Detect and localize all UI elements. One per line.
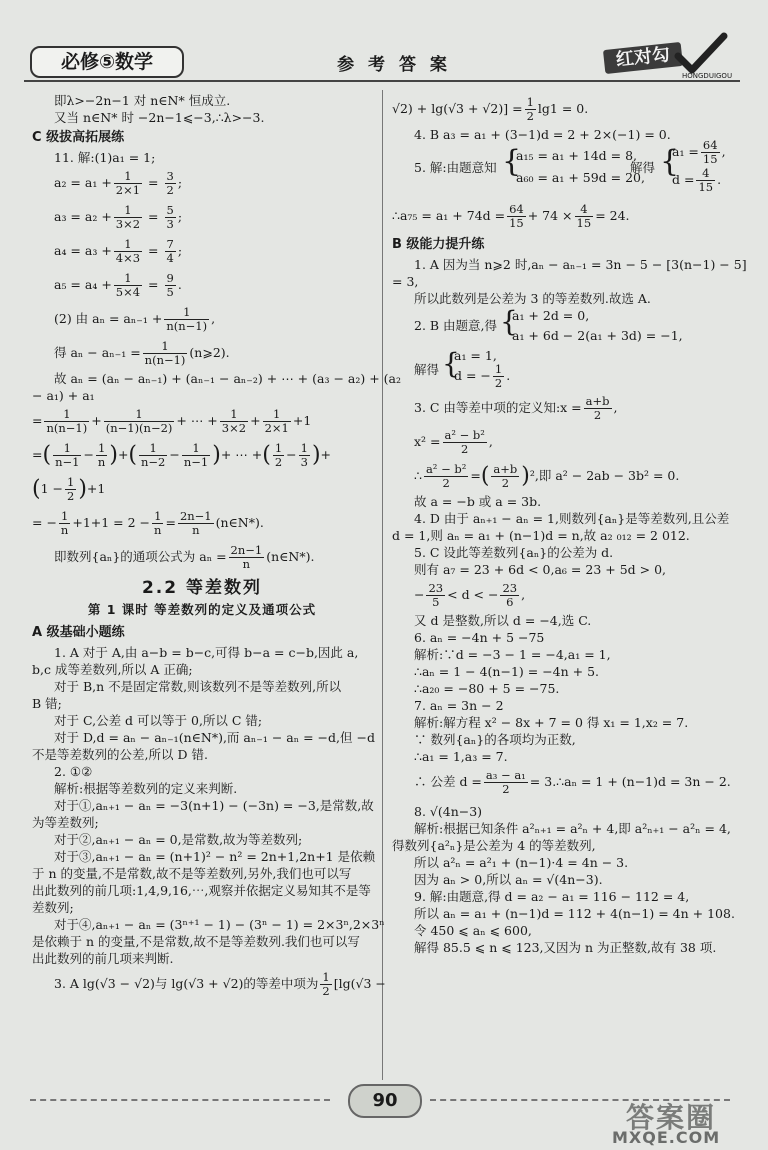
left-column [32, 92, 401, 1001]
text-line: 对于③,aₙ₊₁ − aₙ = (n+1)² − n² = 2n+1,2n+1 是依赖 [54, 849, 376, 864]
text-line: 出此数列的前几项:1,4,9,16,⋯,观察并依据定义易知其不是等 [32, 883, 371, 898]
text-line: 解析:解方程 x² − 8x + 7 = 0 得 x₁ = 1,x₂ = 7. [414, 715, 689, 730]
page-number: 90 [348, 1084, 422, 1118]
formula-line: a₃ = a₂ + $\frac{1}{3\times 2}$ = $\frac{5}{3}$ ; [54, 203, 183, 231]
formula-line: 3. C 由等差中项的定义知:x = $\frac{a+b}{2}$ , [414, 394, 618, 422]
text-line: 解析:根据已知条件 a²ₙ₊₁ = a²ₙ + 4,即 a²ₙ₊₁ − a²ₙ = 4, [414, 821, 731, 836]
text-line: 所以 aₙ = a₁ + (n−1)d = 112 + 4(n−1) = 4n + 108. [414, 906, 735, 921]
text-line: b,c 成等差数列,所以 A 正确; [32, 662, 193, 677]
text-line: 对于 D,d = aₙ − aₙ₋₁(n∈N*),而 aₙ₋₁ − aₙ = −d,但 −d [54, 730, 375, 745]
formula-line: (1 − $\frac{1}{2}$ )+1 [32, 475, 106, 503]
text-line: 解析:∵d = −3 − 1 = −4,a₁ = 1, [414, 647, 611, 662]
watermark-line1: 答案圈 [626, 1101, 717, 1134]
checkmark-icon [674, 32, 728, 76]
text-line: 6. aₙ = −4n + 5 −75 [414, 630, 545, 645]
section-heading-c: C 级拔高拓展练 [32, 130, 125, 145]
text-line: B 错; [32, 696, 62, 711]
text-line: 5. C 设此等差数列{aₙ}的公差为 d. [414, 545, 614, 560]
text-line: 出此数列的前几项来判断. [32, 951, 174, 966]
text-line: 1. A 因为当 n⩾2 时,aₙ − aₙ₋₁ = 3n − 5 − [3(n−1) − 5] [414, 257, 747, 272]
text-line: 9. 解:由题意,得 d = a₂ − a₁ = 116 − 112 = 4, [414, 889, 690, 904]
formula-line: 得 aₙ − aₙ₋₁ = $\frac{1}{n(n-1)}$ (n⩾2). [54, 339, 230, 367]
text-line: ∴a₂₀ = −80 + 5 = −75. [414, 681, 560, 696]
formula-line: a₄ = a₃ + $\frac{1}{4\times 3}$ = $\frac{7}{4}$ ; [54, 237, 183, 265]
text-line: − a₁) + a₁ [32, 388, 95, 403]
formula-line: − $\frac{23}{5}$ < d < − $\frac{23}{6}$ , [414, 581, 526, 609]
text-line: 解得 85.5 ⩽ n ⩽ 123,又因为 n 为正整数,故有 38 项. [414, 940, 717, 955]
text-line: 是依赖于 n 的变量,不是常数,故不是等差数列.我们也可以写 [32, 934, 360, 949]
text-line: 1. A 对于 A,由 a−b = b−c,可得 b−a = c−b,因此 a, [54, 645, 359, 660]
text-line: 于 n 的变量,不是常数,故不是等差数列,另外,我们也可以写 [32, 866, 352, 881]
text-line: 4. D 由于 aₙ₊₁ − aₙ = 1,则数列{aₙ}是等差数列,且公差 [414, 511, 730, 526]
system-line: 5. 解:由题意知 { a₁₅ = a₁ + 14d = 8, a₆₀ = a₁ + 59d = 20, 解得 { a₁ = $\frac{64}{15}$ , d = $\frac{4}{15}$ . [414, 138, 726, 194]
watermark-line2: MXQE.COM [612, 1128, 721, 1147]
footer-dash-left [30, 1099, 330, 1101]
formula-line: a₅ = a₄ + $\frac{1}{5\times 4}$ = $\frac{9}{5}$ . [54, 271, 182, 299]
text-line: 故 a = −b 或 a = 3b. [414, 494, 542, 509]
lesson-title: 第 1 课时 等差数列的定义及通项公式 [87, 602, 317, 617]
text-line: 又当 n∈N* 时 −2n−1⩽−3,∴λ>−3. [54, 110, 265, 125]
right-column [392, 92, 747, 956]
formula-line: ∴ $\frac{\text{a² − b²}}{2}$ =( $\frac{a+b}{2}$ )²,即 a² − 2ab − 3b² = 0. [414, 462, 680, 490]
text-line: ∵ 数列{aₙ}的各项均为正数, [414, 732, 576, 747]
formula-line: ∴ 公差 d = $\frac{\text{a₃ − a₁}}{2}$ = 3.∴aₙ = 1 + (n−1)d = 3n − 2. [414, 768, 731, 796]
text-line: 8. √(4n−3) [414, 804, 483, 819]
book-label: 必修⑤数学 [30, 46, 184, 78]
formula-line: a₂ = a₁ + $\frac{1}{2\times 1}$ = $\frac{3}{2}$ ; [54, 169, 183, 197]
formula-line: =( $\frac{1}{n-1}$ − $\frac{1}{n}$ )+( $\frac{1}{n-2}$ − $\frac{1}{n-1}$ )+ ⋯ +( $\frac{1}{2}$ − $\frac{1}{3}$ )+ [32, 441, 332, 469]
formula-line: ∴a₇₅ = a₁ + 74d = $\frac{64}{15}$ + 74 × $\frac{4}{15}$ = 24. [392, 202, 630, 230]
text-line: ∴a₁ = 1,a₃ = 7. [414, 749, 508, 764]
text-line: = 3, [392, 274, 419, 289]
system-line: 2. B 由题意,得 { a₁ + 2d = 0, a₁ + 6d − 2(a₁ + 3d) = −1, [414, 305, 683, 343]
text-line: 对于①,aₙ₊₁ − aₙ = −3(n+1) − (−3n) = −3,是常数,故 [54, 798, 374, 813]
brand-sub: HONGDUIGOU [682, 72, 733, 80]
brand-text: 红对勾 [603, 42, 683, 74]
text-line: 4. B a₃ = a₁ + (3−1)d = 2 + 2×(−1) = 0. [414, 127, 671, 142]
text-line: 得数列{a²ₙ}是公差为 4 的等差数列, [392, 838, 596, 853]
watermark [606, 1098, 766, 1150]
text-line: 所以 a²ₙ = a²₁ + (n−1)·4 = 4n − 3. [414, 855, 629, 870]
section-heading-b: B 级能力提升练 [392, 237, 485, 252]
text-line: 对于④,aₙ₊₁ − aₙ = (3ⁿ⁺¹ − 1) − (3ⁿ − 1) = 2×3ⁿ,2×3ⁿ [54, 917, 385, 932]
formula-line: 3. A lg(√3 − √2)与 lg(√3 + √2)的等差中项为 $\frac{1}{2}$ [lg(√3 − [54, 970, 386, 998]
text-line: 对于 B,n 不是固定常数,则该数列不是等差数列,所以 [54, 679, 342, 694]
formula-line: x² = $\frac{\text{a² − b²}}{2}$ , [414, 428, 493, 456]
text-line: 对于②,aₙ₊₁ − aₙ = 0,是常数,故为等差数列; [54, 832, 303, 847]
text-line: 所以此数列是公差为 3 的等差数列.故选 A. [414, 291, 651, 306]
formula-line: 即数列{aₙ}的通项公式为 aₙ = $\frac{2n-1}{n}$ (n∈N*). [54, 543, 315, 571]
formula-line: = $\frac{1}{n(n-1)}$ + $\frac{1}{(n-1)(n-2)}$ + ⋯ + $\frac{1}{3\times 2}$ + $\frac{1}{2\times 1}$ +1 [32, 407, 312, 435]
brand-logo [604, 32, 734, 82]
section-title: 2.2 等差数列 [141, 578, 263, 598]
text-line: 解析:根据等差数列的定义来判断. [54, 781, 238, 796]
text-line: 因为 aₙ > 0,所以 aₙ = √(4n−3). [414, 872, 603, 887]
text-line: 7. aₙ = 3n − 2 [414, 698, 504, 713]
formula-line: √2) + lg(√3 + √2)] = $\frac{1}{2}$ lg1 = 0. [392, 95, 589, 123]
text-line: 则有 a₇ = 23 + 6d < 0,a₆ = 23 + 5d > 0, [414, 562, 666, 577]
text-line: 对于 C,公差 d 可以等于 0,所以 C 错; [54, 713, 263, 728]
text-line: 又 d 是整数,所以 d = −4,选 C. [414, 613, 592, 628]
formula-line: = − $\frac{1}{n}$ +1+1 = 2 − $\frac{1}{n}$ = $\frac{2n-1}{n}$ (n∈N*). [32, 509, 264, 537]
text-line: d = 1,则 aₙ = a₁ + (n−1)d = n,故 a₂ ₀₁₂ = 2 012. [392, 528, 690, 543]
text-line: 差数列; [32, 900, 74, 915]
text-line: ∴aₙ = 1 − 4(n−1) = −4n + 5. [414, 664, 600, 679]
text-line: 令 450 ⩽ aₙ ⩽ 600, [414, 923, 532, 938]
text-line: 为等差数列; [32, 815, 99, 830]
system-line: 解得 { a₁ = 1, d = − $\frac{1}{2}$ . [414, 347, 511, 390]
page-header [24, 44, 744, 80]
section-heading-a: A 级基础小题练 [32, 625, 125, 640]
header-rule [24, 80, 740, 82]
text-line: 11. 解:(1)a₁ = 1; [54, 150, 156, 165]
text-line: 2. ①② [54, 764, 93, 779]
text-line: 即λ>−2n−1 对 n∈N* 恒成立. [54, 93, 231, 108]
text-line: 不是等差数列的公差,所以 D 错. [32, 747, 208, 762]
formula-line: (2) 由 aₙ = aₙ₋₁ + $\frac{1}{n(n-1)}$ , [54, 305, 216, 333]
center-title: 参 考 答 案 [337, 55, 451, 75]
text-line: 故 aₙ = (aₙ − aₙ₋₁) + (aₙ₋₁ − aₙ₋₂) + ⋯ + (a₃ − a₂) + (a₂ [54, 371, 401, 386]
